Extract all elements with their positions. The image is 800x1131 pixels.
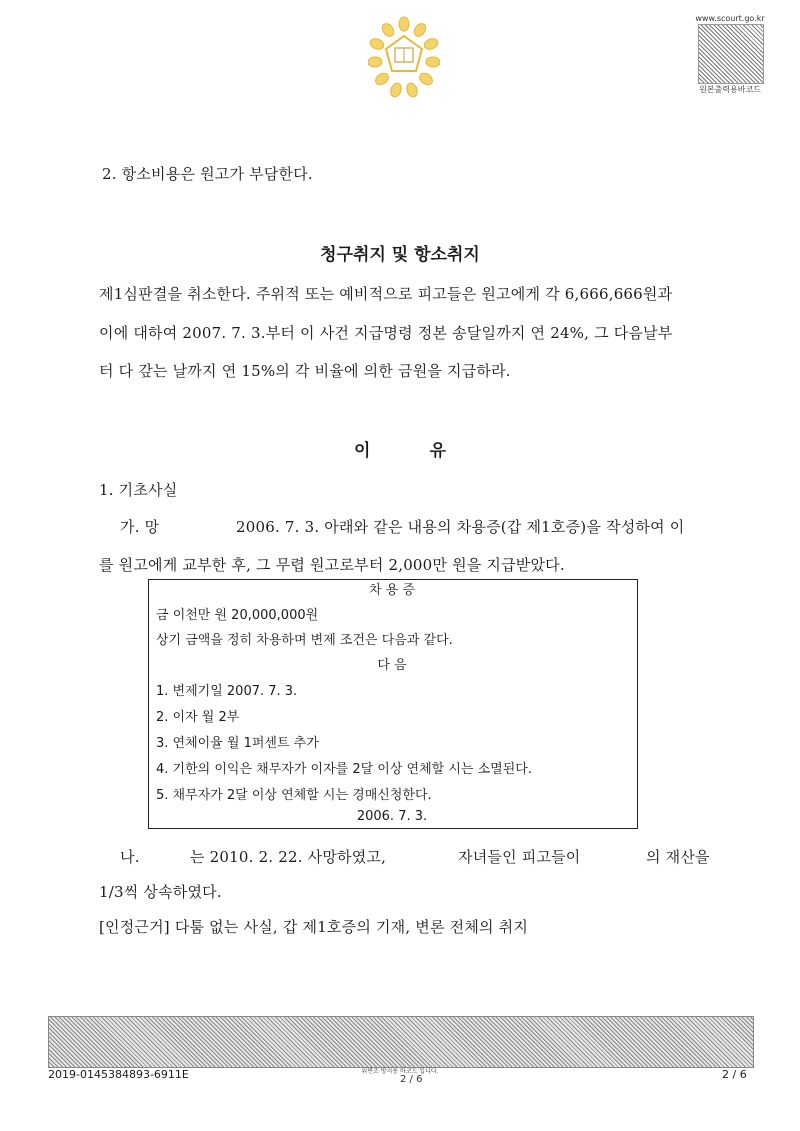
heading-claims: 청구취지 및 항소취지	[320, 245, 480, 265]
loan-box-item-5: 5. 채무자가 2달 이상 연체할 시는 경매신청한다.	[156, 788, 432, 803]
document-id: 2019-0145384893-6911E	[48, 1068, 189, 1081]
item-na-line-2: 1/3씩 상속하였다.	[99, 883, 222, 901]
page-number: 2 / 6	[722, 1068, 747, 1081]
section-basic-facts: 1. 기초사실	[99, 481, 178, 499]
page-number-center: 2 / 6	[400, 1074, 423, 1085]
claims-line-3: 터 다 갚는 날까지 연 15%의 각 비율에 의한 금원을 지급하라.	[99, 362, 511, 380]
item-na-part-2: 자녀들인 피고들이	[458, 848, 581, 866]
item-na-part-1: 는 2010. 2. 22. 사망하였고,	[190, 848, 387, 866]
loan-box-amount: 금 이천만 원 20,000,000원	[156, 608, 319, 623]
item-ga-label: 가. 망	[120, 518, 160, 536]
claims-line-2: 이에 대하여 2007. 7. 3.부터 이 사건 지급명령 정본 송달일까지 연 24%, 그 다음날부	[99, 324, 673, 342]
costs-line: 2. 항소비용은 원고가 부담한다.	[102, 165, 313, 183]
loan-box-item-4: 4. 기한의 이익은 채무자가 이자를 2달 이상 연체할 시는 소멸된다.	[156, 762, 532, 777]
evidence-basis: [인정근거] 다툼 없는 사실, 갑 제1호증의 기재, 변론 전체의 취지	[99, 918, 529, 936]
qr-barcode	[698, 24, 764, 84]
qr-url-text: www.scourt.go.kr	[695, 14, 765, 23]
loan-box-date: 2006. 7. 3.	[356, 809, 428, 824]
anti-forgery-barcode	[48, 1016, 754, 1068]
loan-box-item-2: 2. 이자 월 2부	[156, 710, 240, 725]
item-na-part-3: 의 재산을	[646, 848, 710, 866]
barcode-notice: 위변조 방지용 바코드 입니다.	[361, 1068, 439, 1075]
item-ga-line-1: 2006. 7. 3. 아래와 같은 내용의 차용증(갑 제1호증)을 작성하여 이	[236, 518, 685, 536]
loan-box-item-1: 1. 변제기일 2007. 7. 3.	[156, 684, 298, 699]
loan-box-item-3: 3. 연체이율 월 1퍼센트 추가	[156, 736, 319, 751]
heading-reason: 이 유	[353, 441, 447, 461]
loan-box-title: 차 용 증	[369, 583, 415, 598]
loan-box-sub: 다 음	[377, 658, 407, 673]
claims-line-1: 제1심판결을 취소한다. 주위적 또는 예비적으로 피고들은 원고에게 각 6,666,666원과	[99, 285, 673, 303]
item-ga-line-2: 를 원고에게 교부한 후, 그 무렵 원고로부터 2,000만 원을 지급받았다.	[99, 556, 565, 574]
item-na-label: 나.	[120, 848, 140, 866]
loan-box-intro: 상기 금액을 정히 차용하며 변제 조건은 다음과 같다.	[156, 633, 453, 648]
court-emblem-logo	[368, 16, 440, 102]
qr-caption: 원본출력용바코드	[699, 85, 761, 94]
